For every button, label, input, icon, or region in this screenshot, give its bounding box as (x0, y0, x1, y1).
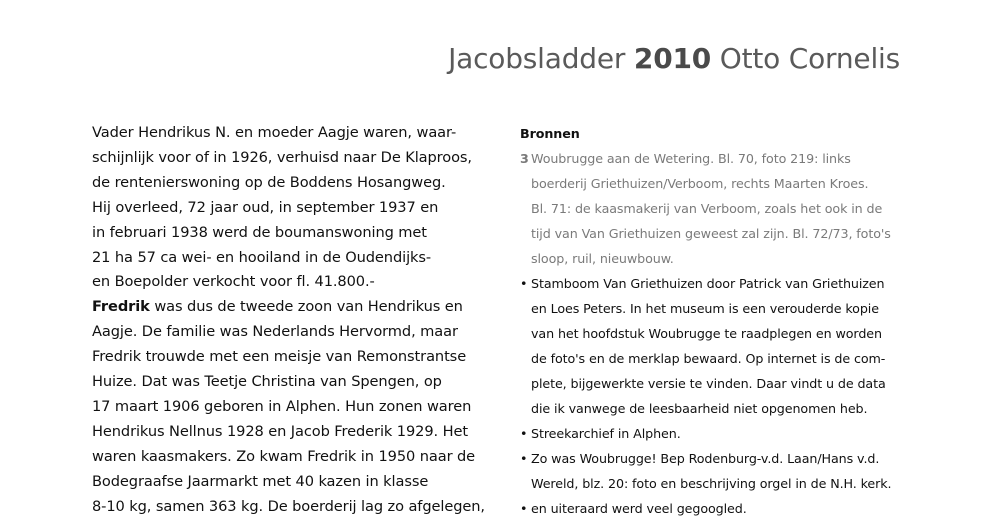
source-line: Streekarchief in Alphen. (531, 426, 681, 441)
bullet-icon: • (520, 276, 528, 291)
source-item (520, 146, 920, 271)
body-line: Hendrikus Nellnus 1928 en Jacob Frederik 1929. Het (92, 422, 468, 440)
body-line: Bodegraafse Jaarmarkt met 40 kazen in klasse (92, 472, 429, 490)
source-item (520, 446, 920, 496)
source-number-marker: 3 (520, 151, 529, 166)
bullet-icon: • (520, 501, 528, 516)
sources-column (520, 121, 920, 521)
body-line: Hij overleed, 72 jaar oud, in september 1937 en (92, 198, 439, 216)
body-line: Fredrik trouwde met een meisje van Remonstrantse (92, 348, 467, 366)
source-line: sloop, ruil, nieuwbouw. (531, 251, 674, 266)
bullet-icon: • (520, 451, 528, 466)
source-line: Bl. 71: de kaasmakerij van Verboom, zoals het ook in de (531, 201, 883, 216)
header-year: 2010 (633, 42, 712, 75)
body-line: 21 ha 57 ca wei- en hooiland in de Oudendijks- (92, 248, 432, 266)
source-line: van het hoofdstuk Woubrugge te raadplegen en worden (531, 326, 882, 341)
body-line (92, 295, 492, 320)
source-line: die ik vanwege de leesbaarheid niet opgenomen heb. (531, 401, 868, 416)
source-line: plete, bijgewerkte versie te vinden. Daar vindt u de data (531, 376, 886, 391)
body-line-rest: was dus de tweede zoon van Hendrikus en (149, 298, 463, 316)
body-line: waren kaasmakers. Zo kwam Fredrik in 1950 naar de (92, 447, 476, 465)
body-line: in februari 1938 werd de boumanswoning met (92, 223, 427, 241)
source-line: Zo was Woubrugge! Bep Rodenburg-v.d. Laan/Hans v.d. (531, 451, 880, 466)
body-line: de rentenierswoning op de Boddens Hosangweg. (92, 173, 446, 191)
sources-heading: Bronnen (520, 126, 580, 141)
body-text-column (92, 121, 492, 520)
body-line: Vader Hendrikus N. en moeder Aagje waren, waar- (92, 124, 457, 141)
source-line: en uiteraard werd veel gegoogled. (531, 501, 747, 516)
source-line: Wereld, blz. 20: foto en beschrijving orgel in de N.H. kerk. (531, 476, 892, 491)
source-line: de foto's en de merklap bewaard. Op internet is de com- (531, 351, 886, 366)
source-line: Woubrugge aan de Wetering. Bl. 70, foto 219: links (531, 151, 851, 166)
body-line: schijnlijk voor of in 1926, verhuisd naar De Klaproos, (92, 148, 472, 166)
source-line: Stamboom Van Griethuizen door Patrick van Griethuizen (531, 276, 885, 291)
header-title-pre: Jacobsladder (448, 42, 626, 75)
body-line: en Boepolder verkocht voor fl. 41.800.- (92, 273, 375, 291)
body-line: 8-10 kg, samen 363 kg. De boerderij lag zo afgelegen, (92, 497, 485, 515)
source-item (520, 271, 920, 421)
body-line: Huize. Dat was Teetje Christina van Spengen, op (92, 373, 442, 391)
body-line: 17 maart 1906 geboren in Alphen. Hun zonen waren (92, 397, 472, 415)
body-bold-name: Fredrik (92, 298, 150, 316)
body-line: Aagje. De familie was Nederlands Hervormd, maar (92, 323, 458, 341)
source-line: en Loes Peters. In het museum is een verouderde kopie (531, 301, 879, 316)
bullet-icon: • (520, 426, 528, 441)
source-item (520, 496, 920, 521)
source-item (520, 421, 920, 446)
page-header (448, 42, 900, 75)
source-line: boerderij Griethuizen/Verboom, rechts Maarten Kroes. (531, 176, 869, 191)
header-title-post: Otto Cornelis (719, 42, 900, 75)
source-line: tijd van Van Griethuizen geweest zal zijn. Bl. 72/73, foto's (531, 226, 891, 241)
